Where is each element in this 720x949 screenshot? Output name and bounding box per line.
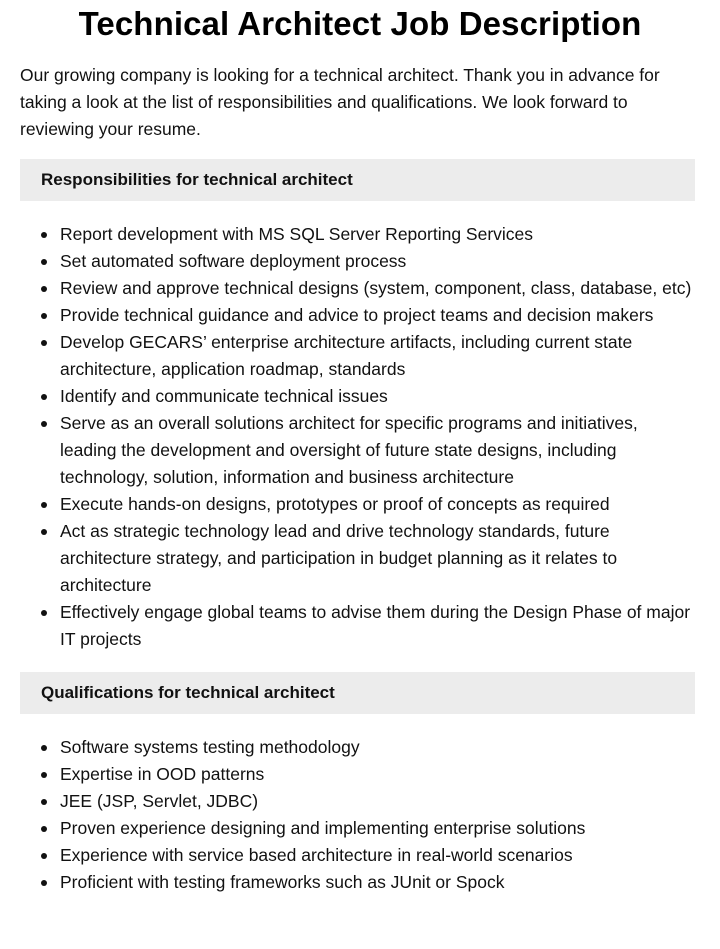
list-item xyxy=(20,491,695,518)
bullet-icon xyxy=(41,340,47,346)
list-item xyxy=(20,734,695,761)
list-item xyxy=(20,302,695,329)
list-item-text: Expertise in OOD patterns xyxy=(60,764,265,784)
list-item xyxy=(20,761,695,788)
bullet-icon xyxy=(41,826,47,832)
list-item-text: Execute hands-on designs, prototypes or proof of concepts as required xyxy=(60,494,610,514)
bullet-icon xyxy=(41,232,47,238)
list-item-text: Review and approve technical designs (system, component, class, database, etc) xyxy=(60,278,692,298)
bullet-icon xyxy=(41,286,47,292)
bullet-icon xyxy=(41,259,47,265)
bullet-icon xyxy=(41,502,47,508)
list-item-text: JEE (JSP, Servlet, JDBC) xyxy=(60,791,259,811)
list-item xyxy=(20,221,695,248)
list-item-text: Develop GECARS’ enterprise architecture artifacts, including current state architecture, application roadmap, standards xyxy=(60,332,633,379)
bullet-icon xyxy=(41,853,47,859)
list-item-text: Identify and communicate technical issues xyxy=(60,386,388,406)
list-item-text: Serve as an overall solutions architect for specific programs and initiatives, leading the development and oversight of future state designs, including technology, solution, information and business architecture xyxy=(60,413,638,487)
list-item xyxy=(20,788,695,815)
list-item-text: Proven experience designing and implementing enterprise solutions xyxy=(60,818,586,838)
list-item-text: Software systems testing methodology xyxy=(60,737,360,757)
responsibilities-heading: Responsibilities for technical architect xyxy=(20,159,695,201)
list-item xyxy=(20,518,695,599)
bullet-icon xyxy=(41,799,47,805)
bullet-icon xyxy=(41,880,47,886)
list-item xyxy=(20,329,695,383)
list-item xyxy=(20,383,695,410)
qualifications-list xyxy=(20,734,700,896)
bullet-icon xyxy=(41,421,47,427)
bullet-icon xyxy=(41,529,47,535)
bullet-icon xyxy=(41,745,47,751)
bullet-icon xyxy=(41,313,47,319)
list-item-text: Effectively engage global teams to advise them during the Design Phase of major IT projects xyxy=(60,602,691,649)
qualifications-heading: Qualifications for technical architect xyxy=(20,672,695,714)
list-item-text: Set automated software deployment process xyxy=(60,251,407,271)
list-item xyxy=(20,842,695,869)
intro-paragraph: Our growing company is looking for a technical architect. Thank you in advance for taking a look at the list of responsibilities and qualifications. We look forward to reviewing your resume. xyxy=(20,65,660,139)
bullet-icon xyxy=(41,610,47,616)
list-item-text: Experience with service based architecture in real-world scenarios xyxy=(60,845,573,865)
bullet-icon xyxy=(41,394,47,400)
list-item-text: Act as strategic technology lead and drive technology standards, future architecture strategy, and participation in budget planning as it relates to architecture xyxy=(60,521,618,595)
list-item-text: Report development with MS SQL Server Reporting Services xyxy=(60,224,534,244)
list-item-text: Proficient with testing frameworks such as JUnit or Spock xyxy=(60,872,505,892)
list-item xyxy=(20,815,695,842)
list-item xyxy=(20,599,695,653)
list-item xyxy=(20,248,695,275)
list-item xyxy=(20,275,695,302)
list-item xyxy=(20,869,695,896)
list-item-text: Provide technical guidance and advice to project teams and decision makers xyxy=(60,305,654,325)
page-title: Technical Architect Job Description xyxy=(78,5,642,42)
responsibilities-list xyxy=(20,221,700,653)
list-item xyxy=(20,410,695,491)
bullet-icon xyxy=(41,772,47,778)
